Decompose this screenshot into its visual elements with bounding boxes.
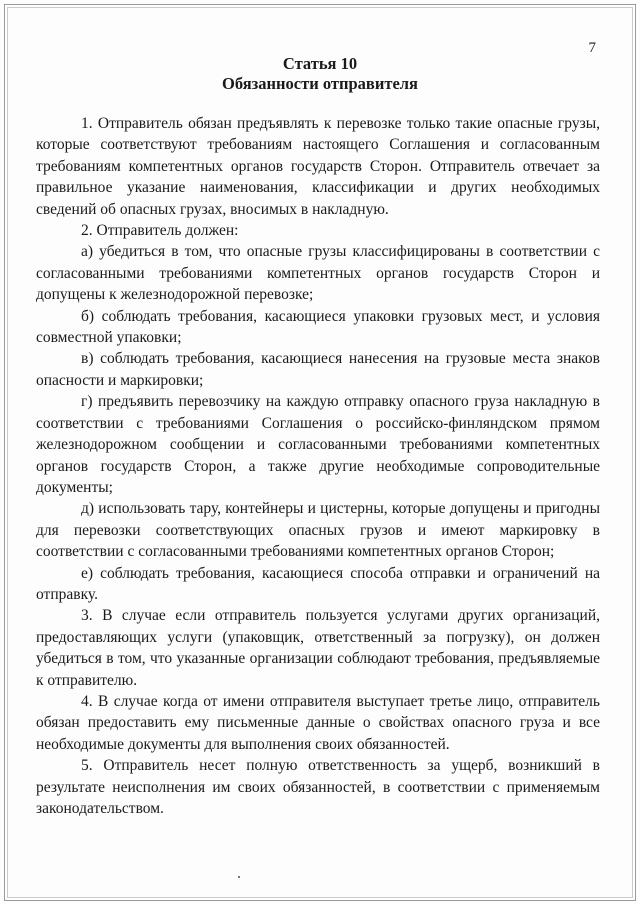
article-body	[36, 113, 600, 819]
paragraph-2a: а) убедиться в том, что опасные грузы классифицированы в соответствии с согласованными требованиями компетентных органов государств Сторон и допущены к железнодорожной перевозке;	[36, 243, 600, 304]
paragraph-2g: г) предъявить перевозчику на каждую отправку опасного груза накладную в соответствии с требованиями Соглашения о российско-финляндском прямом железнодорожном сообщении и согласованными требованиями компетентных органов государств Сторон, а также другие необходимые сопроводительные документы;	[36, 393, 600, 496]
article-heading	[0, 54, 640, 94]
paragraph-2: 2. Отправитель должен:	[81, 222, 239, 240]
scan-speck	[238, 876, 240, 878]
paragraph-2v: в) соблюдать требования, касающиеся нанесения на грузовые места знаков опасности и маркировки;	[36, 350, 600, 389]
paragraph-5: 5. Отправитель несет полную ответственность за ущерб, возникший в результате неисполнения им своих обязанностей, в соответствии с применяемым законодательством.	[36, 757, 600, 817]
paragraph-2b: б) соблюдать требования, касающиеся упаковки грузовых мест, и условия совместной упаковки;	[36, 307, 600, 347]
paragraph-1: 1. Отправитель обязан предъявлять к перевозке только такие опасные грузы, которые соответствуют требованиям настоящего Соглашения и согласованным требованиям компетентных органов государств Сторон. Отправитель отвечает за правильное указание наименования, классификации и других необходимых сведений об опасных грузах, вносимых в накладную.	[36, 115, 600, 218]
article-subtitle: Обязанности отправителя	[222, 74, 418, 93]
paragraph-2d: д) использовать тару, контейнеры и цистерны, которые допущены и пригодны для перевозки соответствующих опасных грузов и имеют маркировку в соответствии с согласованными требованиями компетентных органов Сторон;	[36, 500, 600, 561]
page-number: 7	[588, 40, 596, 56]
article-title: Статья 10	[282, 54, 358, 73]
paragraph-3: 3. В случае если отправитель пользуется услугами других организаций, предоставляющих услуги (упаковщик, ответственный за погрузку), он должен убедиться в том, что указанные организации соблюдают требования, предъявляемые к отправителю.	[36, 607, 600, 689]
paragraph-4: 4. В случае когда от имени отправителя выступает третье лицо, отправитель обязан предоставить ему письменные данные о свойствах опасного груза и все необходимые документы для выполнения своих обязанностей.	[36, 692, 600, 753]
paragraph-2e: е) соблюдать требования, касающиеся способа отправки и ограничений на отправку.	[36, 564, 600, 603]
